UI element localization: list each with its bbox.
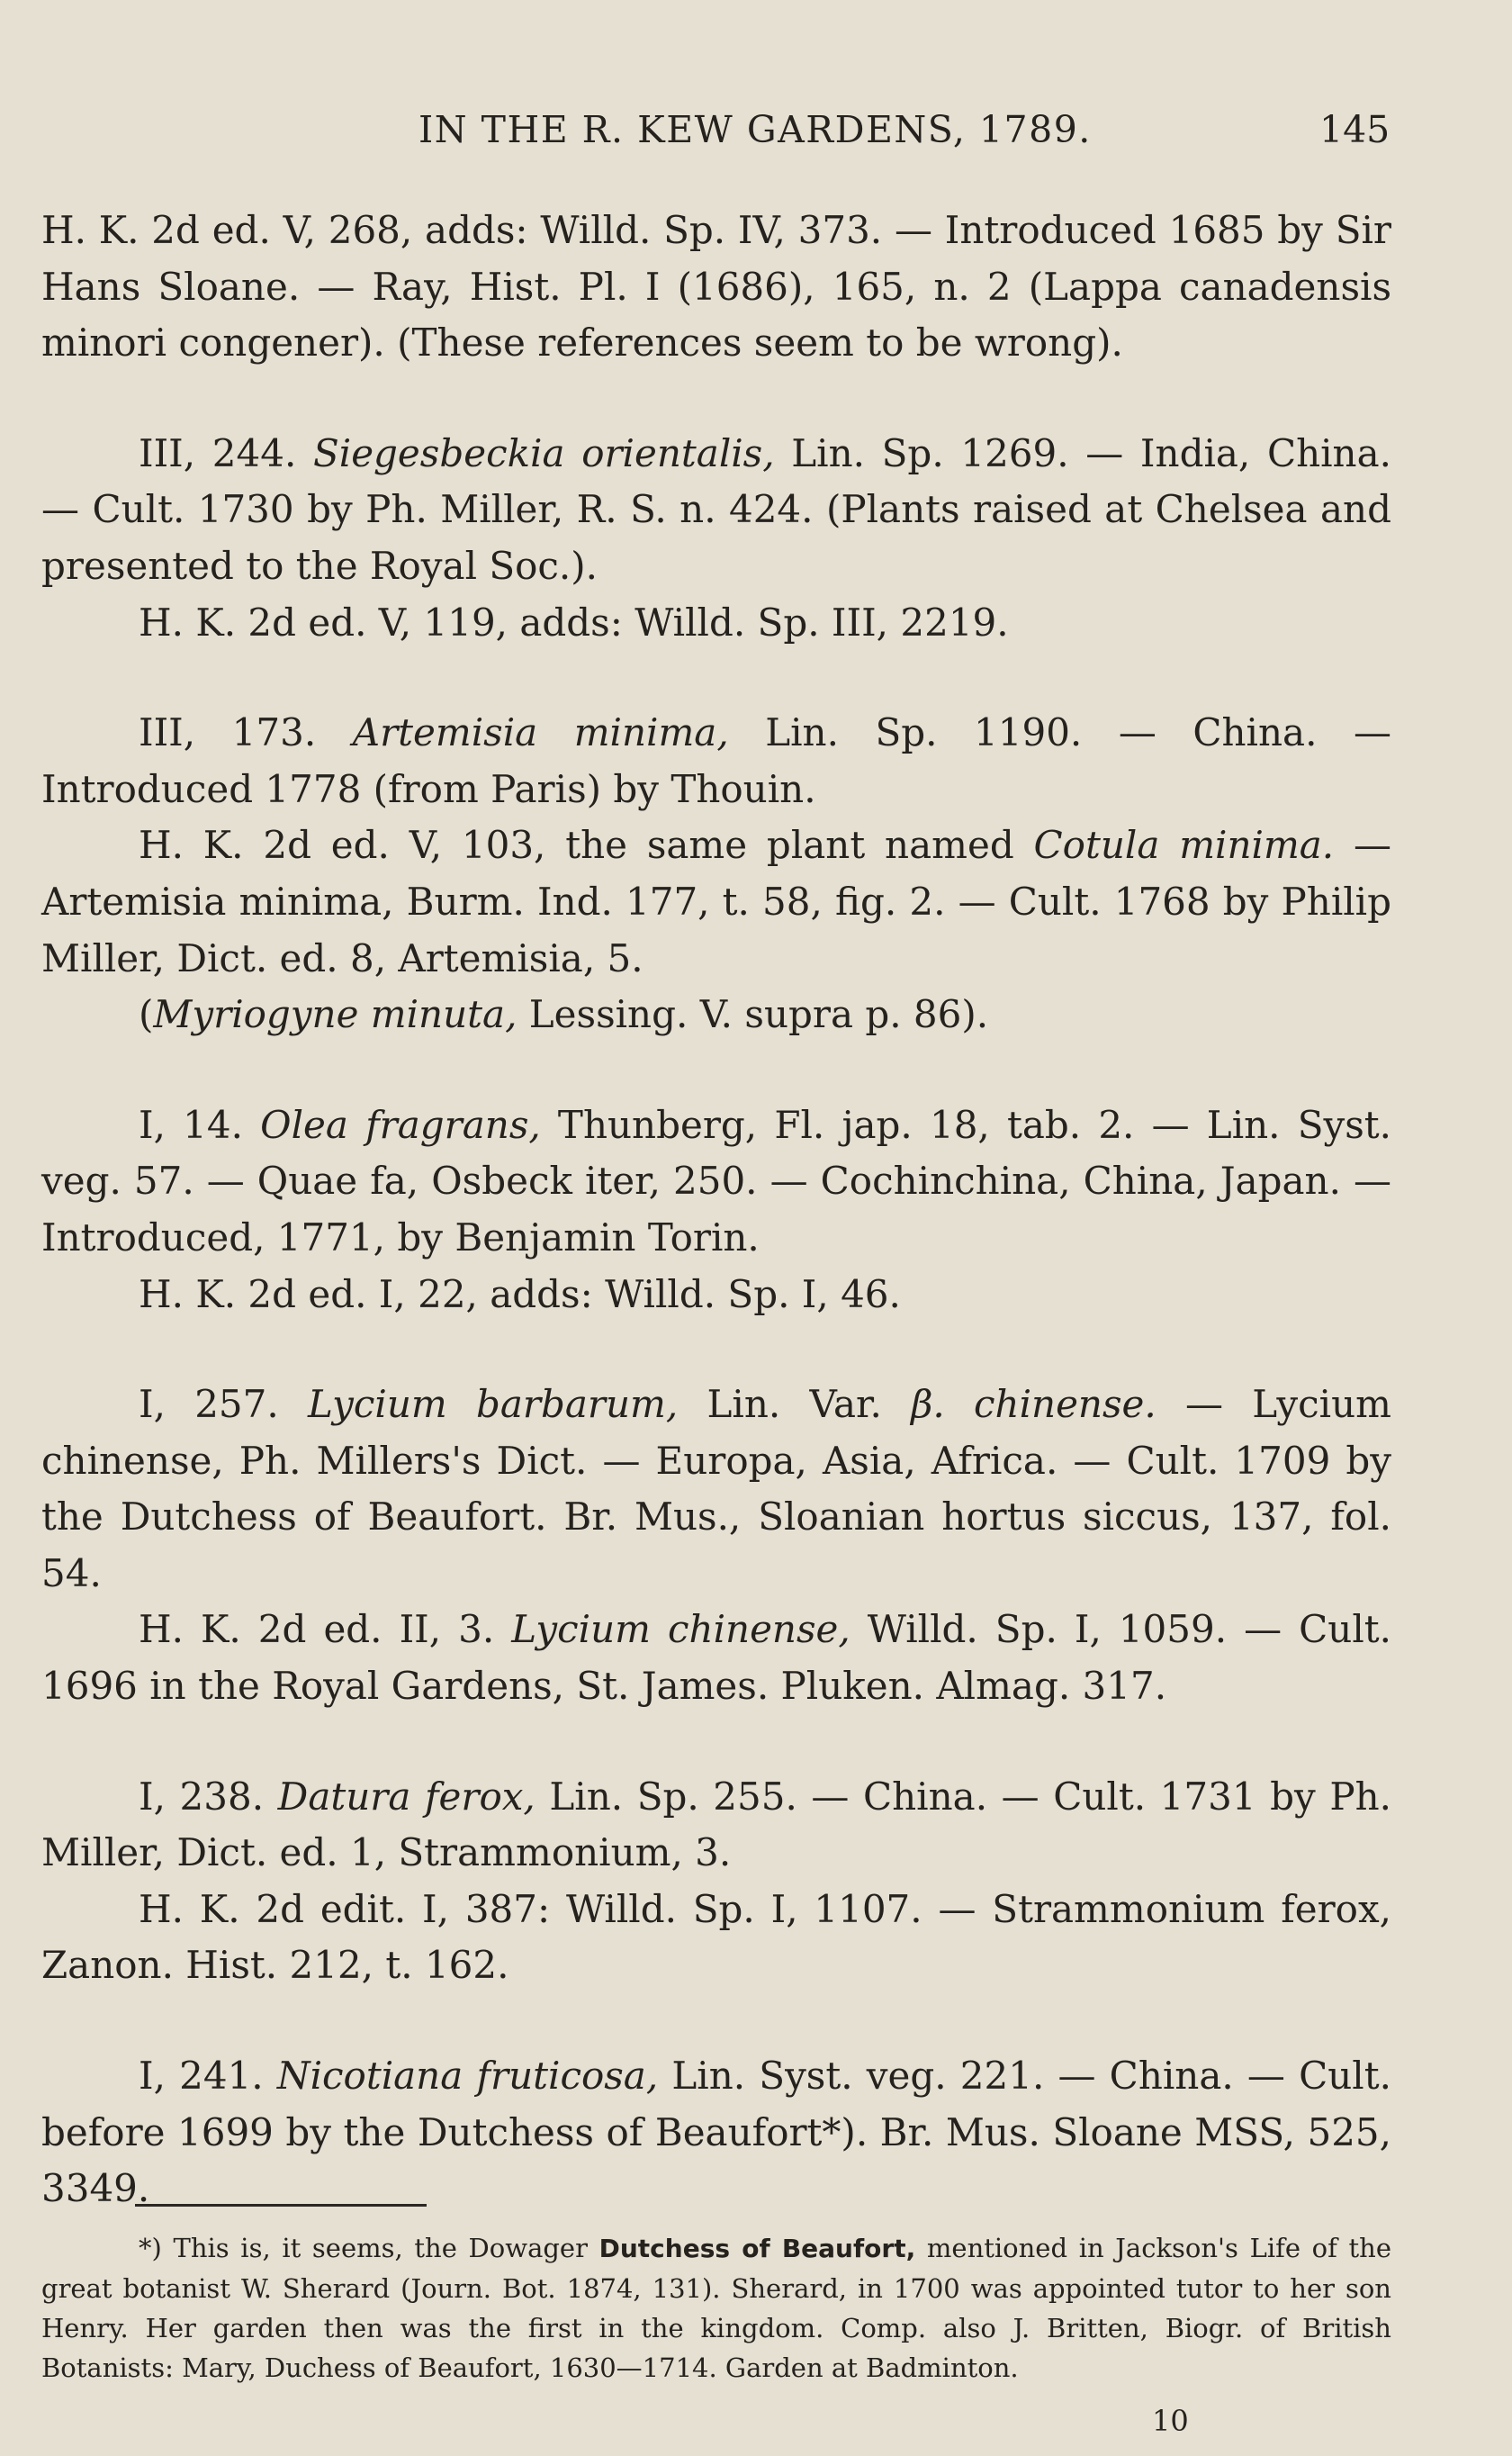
catalog-entry [41, 705, 1391, 1043]
catalog-entry [41, 1377, 1391, 1715]
italic-text: Siegesbeckia orientalis, [312, 430, 775, 475]
paragraph [41, 426, 1391, 595]
italic-text: Olea fragrans, [260, 1102, 541, 1147]
italic-text: Lycium chinense, [511, 1607, 850, 1652]
catalog-entry [41, 2048, 1391, 2217]
italic-text: Myriogyne minuta, [153, 992, 518, 1037]
italic-text: Lycium barbarum, [308, 1382, 679, 1427]
paragraph [41, 987, 1391, 1043]
text-run: Lin. Sp. 255. — China. — Cult. 1731 by Ph. Miller, Dict. ed. 1, Strammonium, 3. [41, 1774, 1391, 1875]
text-run: I, 238. [139, 1774, 278, 1819]
paragraph [41, 705, 1391, 817]
paragraph [41, 2048, 1391, 2217]
italic-text: Nicotiana fruticosa, [276, 2054, 659, 2099]
text-run: Lin. Sp. 1269. — India, China. — Cult. 1730 by Ph. Miller, R. S. n. 424. (Plants raised at Chelsea and presented to the Royal Soc.). [41, 430, 1392, 588]
catalog-entry [41, 1769, 1391, 1994]
paragraph [41, 1097, 1391, 1267]
text-run: H. K. 2d ed. II, 3. [139, 1607, 512, 1652]
catalog-entry [41, 203, 1391, 372]
catalog-entry [41, 426, 1391, 651]
text-run: mentioned in Jackson's Life of the great botanist W. Sherard (Journ. Bot. 1874, 131). Sherard, in 1700 was appointed tutor to her son Henry. Her garden then was the first in the kingdom. Comp. also J. Britten, Biogr. of British Botanists: Mary, Duchess of Beaufort, 1630—1714. Garden at Badminton. [41, 2233, 1391, 2383]
text-run: I, 14. [139, 1102, 261, 1147]
paragraph [41, 1769, 1391, 1882]
text-run: H. K. 2d edit. I, 387: Willd. Sp. I, 1107. — Strammonium ferox, Zanon. Hist. 212, t. 162. [41, 1886, 1391, 1988]
page-header [0, 108, 1512, 162]
paragraph [41, 1882, 1391, 1994]
text-run: Lessing. V. supra p. 86). [517, 992, 989, 1037]
text-run: H. K. 2d ed. V, 119, adds: Willd. Sp. III, 2219. [139, 600, 1009, 645]
text-run: III, 244. [139, 430, 313, 475]
text-run: I, 241. [139, 2054, 277, 2099]
paragraph [41, 595, 1391, 652]
bold-text: Dutchess of Beaufort, [598, 2234, 916, 2263]
running-title: IN THE R. KEW GARDENS, 1789. [418, 108, 1092, 151]
paragraph [41, 203, 1391, 372]
paragraph [41, 1377, 1391, 1602]
text-run: I, 257. [139, 1382, 309, 1427]
text-run: III, 173. [139, 710, 353, 755]
paragraph [41, 817, 1391, 987]
text-run: H. K. 2d ed. I, 22, adds: Willd. Sp. I, 46. [139, 1271, 901, 1316]
footnote-rule [135, 2204, 427, 2207]
page-number: 145 [1319, 108, 1390, 151]
italic-text: Datura ferox, [277, 1774, 536, 1819]
text-run: Willd. Sp. I, 1059. — Cult. 1696 in the Royal Gardens, St. James. Pluken. Almag. 317. [41, 1607, 1391, 1709]
text-run: — Artemisia minima, Burm. Ind. 177, t. 58, fig. 2. — Cult. 1768 by Philip Miller, Dict. ed. 8, Artemisia, 5. [41, 823, 1391, 980]
footnote [41, 2228, 1391, 2388]
signature-mark: 10 [1152, 2404, 1189, 2438]
paragraph [41, 1602, 1391, 1714]
catalog-entry [41, 1097, 1391, 1323]
text-run: Thunberg, Fl. jap. 18, tab. 2. — Lin. Syst. veg. 57. — Quae fa, Osbeck iter, 250. — Cochinchina, China, Japan. — Introduced, 1771, by Benjamin Torin. [41, 1102, 1392, 1260]
text-run: *) This is, it seems, the Dowager [139, 2233, 599, 2263]
text-run: H. K. 2d ed. V, 268, adds: Willd. Sp. IV, 373. — Introduced 1685 by Sir Hans Sloane. — Ray, Hist. Pl. I (1686), 165, n. 2 (Lappa canadensis minori congener). (These references seem to be wrong). [41, 208, 1391, 366]
text-run: H. K. 2d ed. V, 103, the same plant named [139, 823, 1034, 868]
page-body [41, 203, 1391, 2271]
paragraph [41, 1267, 1391, 1323]
italic-text: Cotula minima. [1033, 823, 1335, 868]
text-run: Lin. Syst. veg. 221. — China. — Cult. before 1699 by the Dutchess of Beaufort*). Br. Mus. Sloane MSS, 525, 3349. [41, 2054, 1391, 2211]
text-run: Lin. Var. [678, 1382, 912, 1427]
text-run: ( [139, 992, 154, 1037]
text-run: Lin. Sp. 1190. — China. — Introduced 1778 (from Paris) by Thouin. [41, 710, 1391, 811]
italic-text: Artemisia minima, [352, 710, 729, 755]
italic-text: β. chinense. [911, 1382, 1156, 1427]
text-run: — Lycium chinense, Ph. Millers's Dict. — Europa, Asia, Africa. — Cult. 1709 by the Dutchess of Beaufort. Br. Mus., Sloanian hortus siccus, 137, fol. 54. [41, 1382, 1391, 1595]
